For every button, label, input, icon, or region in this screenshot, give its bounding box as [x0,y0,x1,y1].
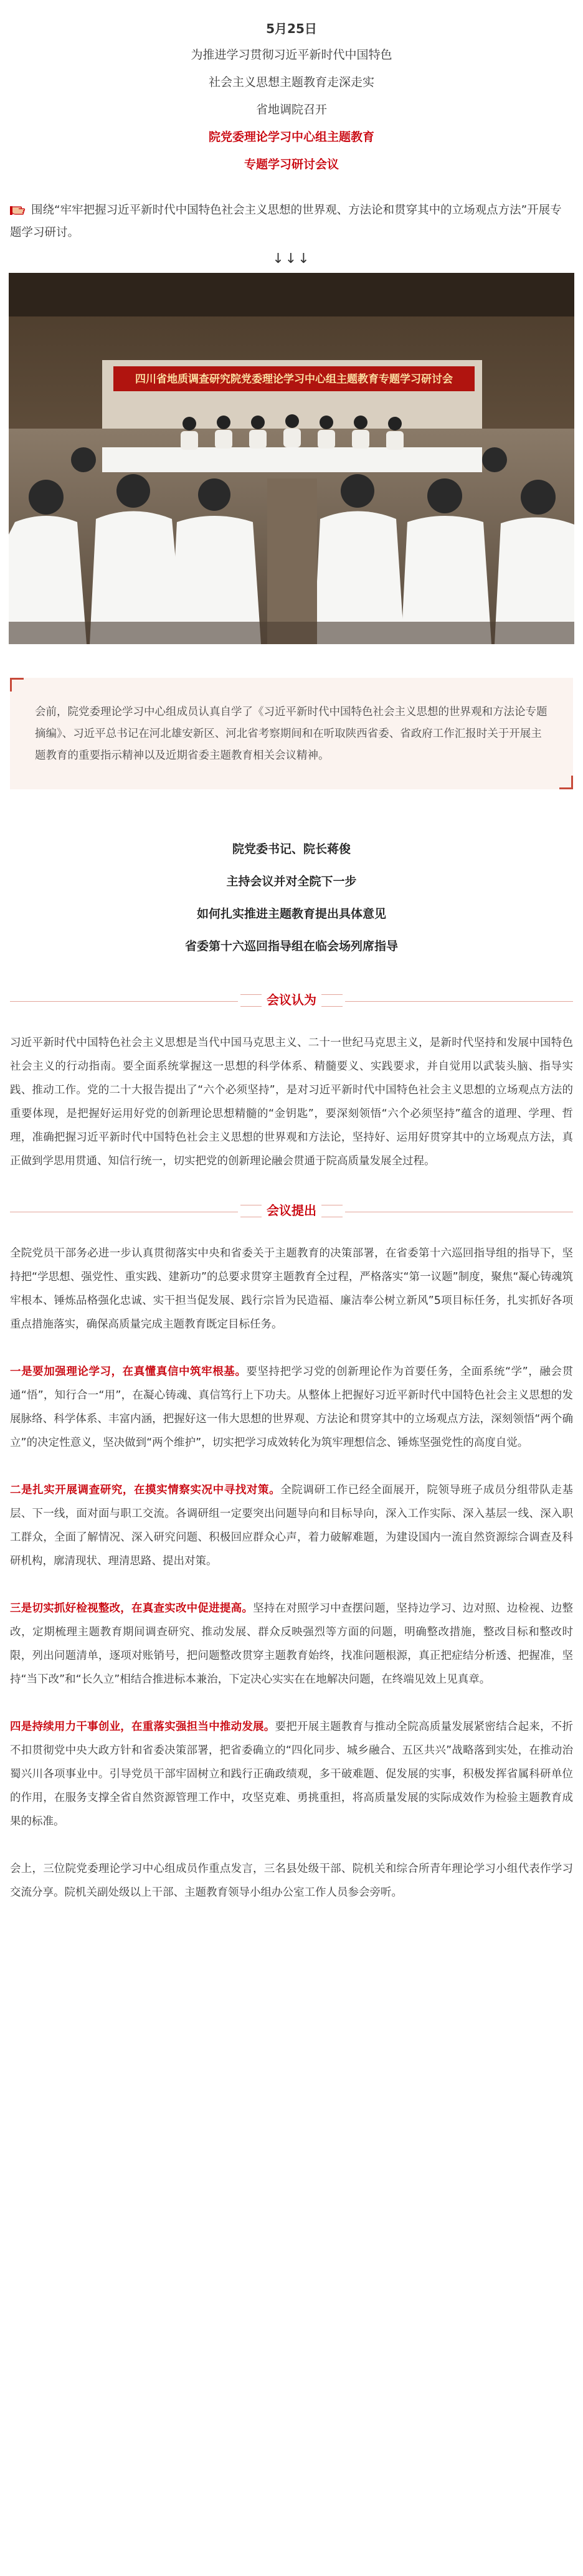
section-title: 会议认为 [238,987,345,1012]
point-1-lead: 一是要加强理论学习，在真懂真信中筑牢根基。 [10,1366,247,1378]
point-2-paragraph [10,1478,573,1573]
host-line-4: 省委第十六巡回指导组在临会场列席指导 [184,939,398,953]
header-title-red-1: 院党委理论学习中心组主题教育 [208,130,374,144]
header-line-1: 为推进学习贯彻习近平新时代中国特色 [191,48,392,62]
point-1-text: 要坚持把学习党的创新理论作为首要任务，全面系统“学”，融会贯通“悟”，知行合一“用”，在凝心铸魂、真信笃行上下功夫。从整体上把握好习近平新时代中国特色社会主义思想的发展脉络、科学体系、丰富内涵，把握好这一伟大思想的世界观、方法论和贯穿其中的立场观点方法，深刻领悟“两个确立”的决定性意义，坚决做到“两个维护”，切实把学习成效转化为筑牢理想信念、锤炼坚强党性的高度自觉。 [10,1366,574,1449]
point-2-lead: 二是扎实开展调查研究，在摸实情察实况中寻找对策。 [10,1484,281,1496]
point-4-text: 要把开展主题教育与推动全院高质量发展紧密结合起来，不折不扣贯彻党中央大政方针和省委决策部署，把省委确立的“四化同步、城乡融合、五区共兴”战略落到实处，在推动治蜀兴川各项事业中。引导党员干部牢固树立和践行正确政绩观，多干破难题、促发展的实事，积极发挥省属科研单位的作用，在服务支撑全省自然资源管理工作中，攻坚克难、勇挑重担，将高质量发展的实际成效作为检验主题教育成果的标准。 [10,1721,574,1828]
point-3-lead: 三是切实抓好检视整改，在真查实改中促进提高。 [10,1602,254,1615]
host-statement [0,833,583,962]
intro-paragraph [10,199,573,244]
header-title-red-2: 专题学习研讨会议 [244,158,339,171]
proposal-paragraph: 全院党员干部务必进一步认真贯彻落实中央和省委关于主题教育的决策部署，在省委第十六巡回指导组的指导下，坚持把“学思想、强党性、重实践、建新功”的总要求贯穿主题教育全过程，严格落实“第一议题”制度，聚焦“凝心铸魂筑牢根本、锤炼品格强化忠诚、实干担当促发展、践行宗旨为民造福、廉洁奉公树立新风”5项目标任务，扎实抓好各项重点措施落实，确保高质量完成主题教育既定目标任务。 [10,1247,573,1331]
meeting-date: 5月25日 [266,21,317,36]
point-1-paragraph [10,1360,573,1455]
closing-paragraph: 会上，三位院党委理论学习中心组成员作重点发言，三名县处级干部、院机关和综合所青年理论学习小组代表作学习交流分享。院机关副处级以上干部、主题教育领导小组办公室工作人员参会旁听。 [10,1863,573,1899]
down-arrows: ↓↓↓ [272,251,311,267]
header-line-2: 社会主义思想主题教育走深走实 [208,75,374,89]
corner-ornament-bottom-right [559,776,573,789]
point-2-text: 全院调研工作已经全面展开，院领导班子成员分组带队走基层、下一线，面对面与职工交流。各调研组一定要突出问题导向和目标导向，深入工作实际、深入基层一线、深入职工群众，全面了解情况、深入研究问题、积极回应群众心声，着力破解难题，为建设国内一流自然资源综合调查及科研机构，廓清现状、理清思路、提出对策。 [10,1484,573,1567]
pointing-hand-icon [10,201,29,217]
section-header-proposal [0,1198,583,1223]
quote-text: 会前，院党委理论学习中心组成员认真自学了《习近平新时代中国特色社会主义思想的世界观和方法论专题摘编》、习近平总书记在河北雄安新区、河北省考察期间和在听取陕西省委、省政府工作汇报时关于开展主题教育的重要指示精神以及近期省委主题教育相关会议精神。 [35,706,547,762]
header-line-3: 省地调院召开 [255,103,327,116]
host-line-2: 主持会议并对全院下一步 [226,875,357,888]
section-title: 会议提出 [238,1198,345,1223]
intro-text: 围绕“牢牢把握习近平新时代中国特色社会主义思想的世界观、方法论和贯穿其中的立场观点方法”开展专题学习研讨。 [10,204,562,239]
photo-banner-text: 四川省地质调查研究院党委理论学习中心组主题教育专题学习研讨会 [135,373,453,386]
host-line-1: 院党委书记、院长蒋俊 [232,842,351,856]
point-4-lead: 四是持续用力干事创业，在重落实强担当中推动发展。 [10,1721,275,1733]
point-4-paragraph [10,1715,573,1833]
host-line-3: 如何扎实推进主题教育提出具体意见 [196,907,386,921]
conclusion-paragraph: 习近平新时代中国特色社会主义思想是当代中国马克思主义、二十一世纪马克思主义，是新时代坚持和发展中国特色社会主义的行动指南。要全面系统掌握这一思想的科学体系、精髓要义、实践要求，并自觉用以武装头脑、指导实践、推动工作。党的二十大报告提出了“六个必须坚持”，是对习近平新时代中国特色社会主义思想的立场观点方法的重要体现，是把握好运用好党的创新理论思想精髓的“金钥匙”，要深刻领悟“六个必须坚持”蕴含的道理、学理、哲理，准确把握习近平新时代中国特色社会主义思想的世界观和方法论，坚持好、运用好贯穿其中的立场观点方法，真正做到学思用贯通、知信行统一，切实把党的创新理论融会贯通于院高质量发展全过程。 [10,1037,573,1167]
section-header-conclusion [0,987,583,1012]
corner-ornament-top-left [10,678,24,692]
point-3-paragraph [10,1597,573,1691]
point-3-text: 坚持在对照学习中查摆问题，坚持边学习、边对照、边检视、边整改，定期梳理主题教育期间调查研究、推动发展、群众反映强烈等方面的问题，明确整改措施，整改目标和整改时限，列出问题清单，逐项对账销号，把问题整改贯穿主题教育始终，找准问题根源，真正把症结分析透、把握准，坚持“当下改”和“长久立”相结合推进标本兼治，下定决心实实在在地解决问题，在终端见效上见真章。 [10,1602,574,1686]
meeting-photo [9,273,574,644]
pre-meeting-quote-box [10,678,573,789]
article-header [0,0,583,178]
